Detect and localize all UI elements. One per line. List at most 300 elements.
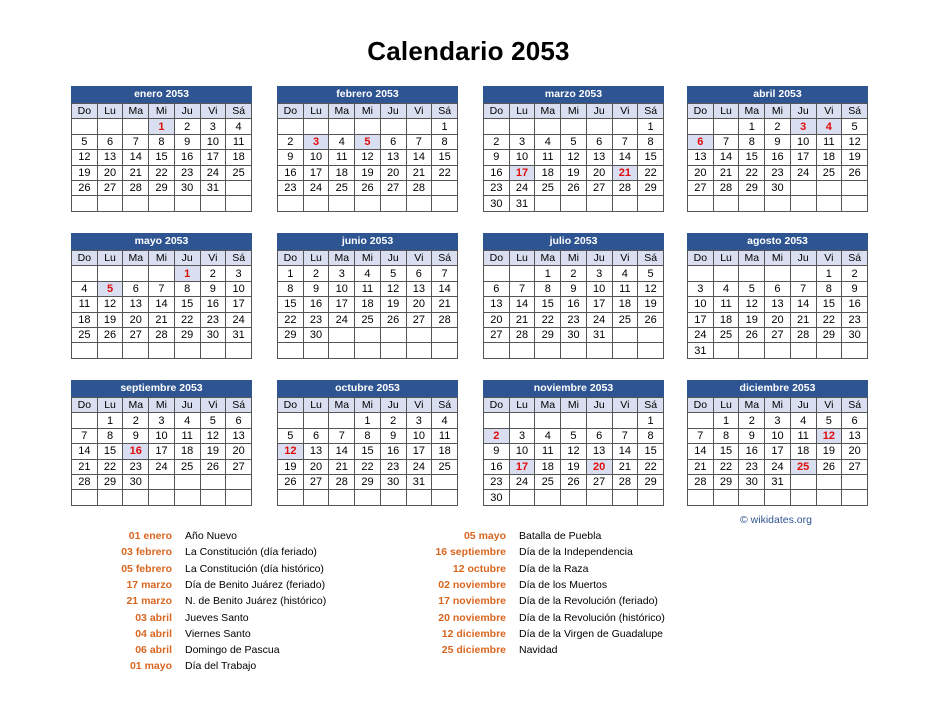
holiday-day-cell: 1 <box>174 266 200 281</box>
day-cell: 21 <box>713 165 739 180</box>
day-cell: 30 <box>174 180 200 195</box>
day-cell: 19 <box>816 444 842 459</box>
day-cell: 2 <box>174 119 200 134</box>
day-cell: 12 <box>200 428 226 443</box>
page-title: Calendario 2053 <box>367 36 570 66</box>
day-cell: 28 <box>406 180 432 195</box>
weekday-header: Do <box>278 251 304 266</box>
day-cell: 19 <box>355 165 381 180</box>
day-cell: 21 <box>149 312 175 327</box>
holiday-day-cell: 5 <box>97 281 123 296</box>
day-cell: 7 <box>72 428 98 443</box>
weekday-header: Ju <box>174 398 200 413</box>
day-cell: 7 <box>612 428 638 443</box>
weekday-header: Ma <box>329 398 355 413</box>
day-cell: 11 <box>174 428 200 443</box>
day-cell: 12 <box>380 281 406 296</box>
weekday-header: Vi <box>406 104 432 119</box>
empty-cell <box>149 490 175 505</box>
empty-cell <box>713 119 739 134</box>
day-cell: 4 <box>535 428 561 443</box>
day-cell: 29 <box>149 180 175 195</box>
weekday-header: Vi <box>406 398 432 413</box>
empty-cell <box>329 119 355 134</box>
day-cell: 3 <box>329 266 355 281</box>
day-cell: 18 <box>329 165 355 180</box>
day-cell: 8 <box>149 134 175 149</box>
day-cell: 10 <box>149 428 175 443</box>
empty-cell <box>816 474 842 489</box>
weekday-header: Do <box>72 251 98 266</box>
empty-cell <box>149 196 175 211</box>
day-cell: 4 <box>612 266 638 281</box>
month-table <box>277 250 458 359</box>
weekday-header: Mi <box>149 398 175 413</box>
empty-cell <box>97 343 123 358</box>
empty-cell <box>765 266 791 281</box>
day-cell: 29 <box>174 327 200 342</box>
holiday-date: 01 enero <box>128 530 172 542</box>
day-cell: 15 <box>278 297 304 312</box>
holiday-name: Día de la Raza <box>519 562 589 575</box>
month-table <box>277 103 458 212</box>
day-cell: 8 <box>278 281 304 296</box>
day-cell: 8 <box>432 134 458 149</box>
holiday-name: Batalla de Puebla <box>519 530 602 542</box>
empty-cell <box>278 413 304 428</box>
empty-cell <box>842 490 868 505</box>
month-calendar <box>687 380 868 506</box>
empty-cell <box>355 490 381 505</box>
day-cell: 18 <box>72 312 98 327</box>
day-cell: 9 <box>842 281 868 296</box>
holiday-day-cell: 17 <box>509 165 535 180</box>
holiday-name: Día del Trabajo <box>185 660 257 673</box>
empty-cell <box>380 119 406 134</box>
weekday-header: Ma <box>739 251 765 266</box>
day-cell: 4 <box>355 266 381 281</box>
empty-cell <box>586 196 612 211</box>
day-cell: 5 <box>200 413 226 428</box>
empty-cell <box>97 266 123 281</box>
empty-cell <box>484 119 510 134</box>
day-cell: 25 <box>816 165 842 180</box>
empty-cell <box>174 343 200 358</box>
day-cell: 28 <box>329 474 355 489</box>
weekday-header: Ma <box>535 104 561 119</box>
day-cell: 6 <box>586 428 612 443</box>
day-cell: 1 <box>278 266 304 281</box>
empty-cell <box>278 119 304 134</box>
day-cell: 11 <box>329 150 355 165</box>
weekday-header: Do <box>688 398 714 413</box>
day-cell: 3 <box>226 266 252 281</box>
day-cell: 10 <box>509 444 535 459</box>
day-cell: 25 <box>72 327 98 342</box>
holiday-row <box>0 642 937 658</box>
empty-cell <box>355 196 381 211</box>
empty-cell <box>149 343 175 358</box>
empty-cell <box>586 343 612 358</box>
day-cell: 23 <box>739 459 765 474</box>
empty-cell <box>816 490 842 505</box>
day-cell: 17 <box>303 165 329 180</box>
day-cell: 30 <box>123 474 149 489</box>
day-cell: 2 <box>303 266 329 281</box>
day-cell: 7 <box>509 281 535 296</box>
day-cell: 24 <box>149 459 175 474</box>
holiday-name: Día de la Independencia <box>519 546 633 559</box>
day-cell: 22 <box>638 459 664 474</box>
day-cell: 14 <box>329 444 355 459</box>
weekday-header: Ma <box>329 251 355 266</box>
empty-cell <box>484 266 510 281</box>
credit-link[interactable]: © wikidates.org <box>740 514 812 526</box>
holiday-day-cell: 12 <box>816 428 842 443</box>
day-cell: 30 <box>561 327 587 342</box>
empty-cell <box>688 119 714 134</box>
day-cell: 31 <box>688 343 714 358</box>
day-cell: 13 <box>406 281 432 296</box>
month-table <box>483 250 664 359</box>
day-cell: 14 <box>149 297 175 312</box>
day-cell: 7 <box>713 134 739 149</box>
day-cell: 29 <box>739 180 765 195</box>
month-table <box>71 250 252 359</box>
empty-cell <box>688 196 714 211</box>
day-cell: 1 <box>355 413 381 428</box>
weekday-header: Mi <box>149 104 175 119</box>
day-cell: 10 <box>790 134 816 149</box>
day-cell: 13 <box>484 297 510 312</box>
holiday-day-cell: 3 <box>303 134 329 149</box>
day-cell: 12 <box>561 150 587 165</box>
holiday-name: Domingo de Pascua <box>185 644 280 657</box>
weekday-header: Sá <box>226 251 252 266</box>
empty-cell <box>406 196 432 211</box>
day-cell: 2 <box>561 266 587 281</box>
day-cell: 5 <box>816 413 842 428</box>
day-cell: 11 <box>72 297 98 312</box>
weekday-header: Vi <box>612 251 638 266</box>
weekday-header: Mi <box>561 398 587 413</box>
empty-cell <box>739 196 765 211</box>
day-cell: 28 <box>72 474 98 489</box>
day-cell: 22 <box>149 165 175 180</box>
day-cell: 25 <box>713 327 739 342</box>
day-cell: 6 <box>303 428 329 443</box>
day-cell: 20 <box>226 444 252 459</box>
day-cell: 4 <box>432 413 458 428</box>
day-cell: 14 <box>72 444 98 459</box>
empty-cell <box>355 327 381 342</box>
weekday-header: Lu <box>97 398 123 413</box>
empty-cell <box>97 119 123 134</box>
holiday-name: Jueves Santo <box>185 611 249 624</box>
day-cell: 26 <box>355 180 381 195</box>
day-cell: 18 <box>816 150 842 165</box>
day-cell: 11 <box>612 281 638 296</box>
day-cell: 21 <box>123 165 149 180</box>
day-cell: 17 <box>406 444 432 459</box>
day-cell: 3 <box>509 134 535 149</box>
day-cell: 9 <box>765 134 791 149</box>
day-cell: 2 <box>278 134 304 149</box>
day-cell: 11 <box>535 444 561 459</box>
day-cell: 24 <box>406 459 432 474</box>
day-cell: 23 <box>303 312 329 327</box>
weekday-header: Vi <box>816 398 842 413</box>
day-cell: 23 <box>200 312 226 327</box>
day-cell: 20 <box>765 312 791 327</box>
day-cell: 25 <box>174 459 200 474</box>
empty-cell <box>72 119 98 134</box>
empty-cell <box>638 343 664 358</box>
empty-cell <box>842 474 868 489</box>
day-cell: 3 <box>509 428 535 443</box>
empty-cell <box>303 490 329 505</box>
day-cell: 8 <box>739 134 765 149</box>
day-cell: 21 <box>790 312 816 327</box>
day-cell: 18 <box>612 297 638 312</box>
day-cell: 25 <box>432 459 458 474</box>
day-cell: 5 <box>561 134 587 149</box>
day-cell: 28 <box>713 180 739 195</box>
weekday-header: Sá <box>638 398 664 413</box>
empty-cell <box>278 490 304 505</box>
day-cell: 9 <box>200 281 226 296</box>
day-cell: 22 <box>816 312 842 327</box>
weekday-header: Mi <box>561 104 587 119</box>
holiday-day-cell: 6 <box>688 134 714 149</box>
holiday-name: Día de Benito Juárez (feriado) <box>185 578 326 591</box>
weekday-header: Ma <box>535 398 561 413</box>
empty-cell <box>638 490 664 505</box>
empty-cell <box>149 474 175 489</box>
empty-cell <box>174 490 200 505</box>
day-cell: 15 <box>535 297 561 312</box>
day-cell: 30 <box>200 327 226 342</box>
day-cell: 8 <box>638 134 664 149</box>
day-cell: 26 <box>278 474 304 489</box>
weekday-header: Lu <box>97 251 123 266</box>
day-cell: 24 <box>688 327 714 342</box>
holiday-name: La Constitución (día histórico) <box>185 562 324 575</box>
empty-cell <box>226 180 252 195</box>
month-table <box>483 103 664 212</box>
day-cell: 11 <box>226 134 252 149</box>
day-cell: 26 <box>200 459 226 474</box>
weekday-header: Lu <box>303 251 329 266</box>
day-cell: 10 <box>303 150 329 165</box>
empty-cell <box>355 119 381 134</box>
empty-cell <box>406 119 432 134</box>
empty-cell <box>303 119 329 134</box>
day-cell: 9 <box>484 444 510 459</box>
day-cell: 2 <box>484 134 510 149</box>
day-cell: 25 <box>535 180 561 195</box>
day-cell: 6 <box>226 413 252 428</box>
day-cell: 31 <box>586 327 612 342</box>
day-cell: 7 <box>406 134 432 149</box>
day-cell: 27 <box>842 459 868 474</box>
day-cell: 10 <box>200 134 226 149</box>
weekday-header: Lu <box>713 251 739 266</box>
day-cell: 20 <box>842 444 868 459</box>
holiday-date: 03 febrero <box>121 546 172 559</box>
weekday-header: Ju <box>790 251 816 266</box>
day-cell: 4 <box>226 119 252 134</box>
day-cell: 3 <box>406 413 432 428</box>
empty-cell <box>535 119 561 134</box>
day-cell: 29 <box>638 180 664 195</box>
day-cell: 26 <box>561 474 587 489</box>
day-cell: 24 <box>226 312 252 327</box>
empty-cell <box>842 180 868 195</box>
holiday-day-cell: 4 <box>816 119 842 134</box>
holiday-name: Día de la Revolución (feriado) <box>519 595 658 608</box>
weekday-header: Vi <box>406 251 432 266</box>
day-cell: 13 <box>226 428 252 443</box>
day-cell: 30 <box>484 196 510 211</box>
empty-cell <box>816 343 842 358</box>
day-cell: 20 <box>97 165 123 180</box>
weekday-header: Do <box>484 251 510 266</box>
day-cell: 23 <box>484 474 510 489</box>
day-cell: 6 <box>380 134 406 149</box>
day-cell: 14 <box>612 150 638 165</box>
day-cell: 22 <box>355 459 381 474</box>
empty-cell <box>612 196 638 211</box>
day-cell: 12 <box>561 444 587 459</box>
empty-cell <box>612 119 638 134</box>
day-cell: 30 <box>303 327 329 342</box>
empty-cell <box>713 196 739 211</box>
day-cell: 26 <box>739 327 765 342</box>
weekday-header: Sá <box>226 398 252 413</box>
empty-cell <box>200 490 226 505</box>
holiday-date: 16 septiembre <box>435 546 506 559</box>
empty-cell <box>97 196 123 211</box>
day-cell: 2 <box>200 266 226 281</box>
empty-cell <box>816 180 842 195</box>
day-cell: 9 <box>380 428 406 443</box>
weekday-header: Lu <box>713 398 739 413</box>
day-cell: 21 <box>329 459 355 474</box>
day-cell: 13 <box>303 444 329 459</box>
day-cell: 1 <box>432 119 458 134</box>
empty-cell <box>509 490 535 505</box>
day-cell: 7 <box>790 281 816 296</box>
weekday-header: Vi <box>200 251 226 266</box>
day-cell: 10 <box>509 150 535 165</box>
empty-cell <box>816 196 842 211</box>
day-cell: 1 <box>535 266 561 281</box>
day-cell: 20 <box>484 312 510 327</box>
empty-cell <box>355 343 381 358</box>
weekday-header: Sá <box>226 104 252 119</box>
day-cell: 1 <box>97 413 123 428</box>
day-cell: 5 <box>72 134 98 149</box>
weekday-header: Do <box>688 251 714 266</box>
weekday-header: Ma <box>535 251 561 266</box>
empty-cell <box>612 327 638 342</box>
empty-cell <box>790 196 816 211</box>
day-cell: 27 <box>380 180 406 195</box>
day-cell: 10 <box>406 428 432 443</box>
weekday-header: Sá <box>432 251 458 266</box>
day-cell: 19 <box>278 459 304 474</box>
day-cell: 13 <box>380 150 406 165</box>
empty-cell <box>586 413 612 428</box>
day-cell: 12 <box>355 150 381 165</box>
day-cell: 15 <box>355 444 381 459</box>
weekday-header: Ma <box>123 398 149 413</box>
day-cell: 29 <box>355 474 381 489</box>
day-cell: 8 <box>535 281 561 296</box>
day-cell: 8 <box>816 281 842 296</box>
empty-cell <box>329 343 355 358</box>
day-cell: 15 <box>174 297 200 312</box>
day-cell: 16 <box>303 297 329 312</box>
weekday-header: Lu <box>303 104 329 119</box>
month-title: agosto 2053 <box>687 233 868 250</box>
empty-cell <box>484 343 510 358</box>
day-cell: 18 <box>355 297 381 312</box>
day-cell: 26 <box>816 459 842 474</box>
day-cell: 4 <box>329 134 355 149</box>
weekday-header: Mi <box>561 251 587 266</box>
day-cell: 23 <box>174 165 200 180</box>
month-calendar <box>687 233 868 359</box>
day-cell: 12 <box>739 297 765 312</box>
empty-cell <box>561 196 587 211</box>
empty-cell <box>174 474 200 489</box>
empty-cell <box>329 196 355 211</box>
holiday-row <box>0 626 937 642</box>
day-cell: 14 <box>713 150 739 165</box>
empty-cell <box>406 490 432 505</box>
day-cell: 9 <box>278 150 304 165</box>
holiday-row <box>0 610 937 626</box>
day-cell: 24 <box>790 165 816 180</box>
holiday-name: N. de Benito Juárez (histórico) <box>185 595 327 608</box>
day-cell: 28 <box>123 180 149 195</box>
day-cell: 2 <box>123 413 149 428</box>
empty-cell <box>303 413 329 428</box>
holiday-day-cell: 5 <box>355 134 381 149</box>
empty-cell <box>842 343 868 358</box>
day-cell: 21 <box>509 312 535 327</box>
day-cell: 13 <box>97 150 123 165</box>
empty-cell <box>432 327 458 342</box>
day-cell: 6 <box>406 266 432 281</box>
holiday-date: 17 noviembre <box>438 595 506 608</box>
empty-cell <box>226 343 252 358</box>
weekday-header: Do <box>278 104 304 119</box>
day-cell: 23 <box>484 180 510 195</box>
holiday-date: 04 abril <box>135 627 172 640</box>
month-title: enero 2053 <box>71 86 252 103</box>
day-cell: 12 <box>97 297 123 312</box>
empty-cell <box>226 490 252 505</box>
day-cell: 4 <box>535 134 561 149</box>
empty-cell <box>432 474 458 489</box>
month-calendar <box>71 380 252 506</box>
month-title: noviembre 2053 <box>483 380 664 397</box>
empty-cell <box>535 413 561 428</box>
day-cell: 27 <box>688 180 714 195</box>
